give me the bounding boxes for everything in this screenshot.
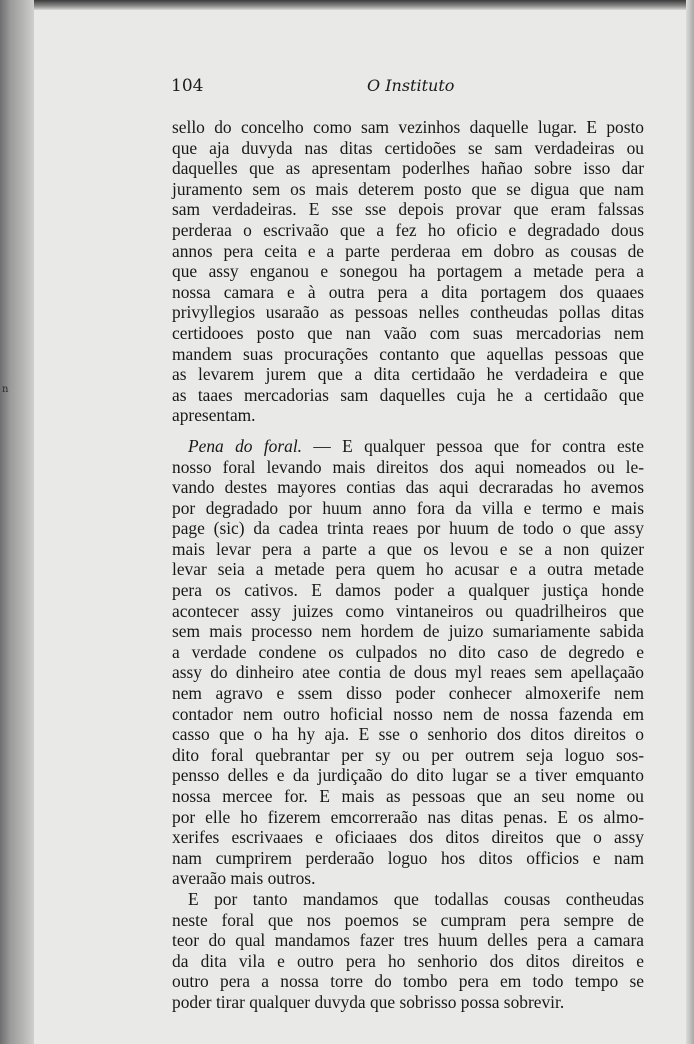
paragraph-1 <box>172 117 644 426</box>
text-line: nam cumprirem perderaão loguo hos ditos officios e nam <box>172 847 644 868</box>
text-line: por degradado por huum anno fora da villa e termo e mais <box>172 497 644 518</box>
text-line: pera os cativos. E damos poder a qualquer justiça honde <box>172 580 644 601</box>
text-line: poder tirar qualquer duvyda que sobrisso possa sobrevir. <box>172 991 565 1012</box>
text-line: que aja duvyda nas ditas certidoões se sam verdadeiras ou <box>172 137 644 158</box>
text-line: perderaa o escrivaão que a fez ho oficio e degradado dous <box>172 219 644 240</box>
text-line: averaão mais outros. <box>172 868 316 889</box>
text-line: casso que o ha hy aja. E sse o senhorio dos ditos direitos o <box>172 724 644 745</box>
text-line: daquelles que as apresentam poderlhes hañao sobre isso dar <box>172 158 644 179</box>
paragraph-gap <box>172 426 644 436</box>
text-line: sello do concelho como sam vezinhos daquelle lugar. E posto <box>172 117 644 137</box>
page-top-edge <box>0 0 694 10</box>
book-spine-edge <box>0 0 34 1044</box>
text-line: por elle ho fizerem emcorreraão nas ditas penas. E os almo- <box>172 806 644 827</box>
text-line: sam verdadeiras. E sse sse depois provar que eram falssas <box>172 199 644 220</box>
text-line: da dita vila e outro pera ho senhorio dos ditos direitos e <box>172 950 644 971</box>
text-line: nossa camara e à outra pera a dita portagem dos quaaes <box>172 281 644 302</box>
text-line: mais levar pera a parte a que os levou e se a non quizer <box>172 538 644 559</box>
text-line: acontecer assy juizes como vintaneiros ou quadrilheiros que <box>172 600 644 621</box>
text-line: a verdade condene os culpados no dito caso de degredo e <box>172 641 644 662</box>
paragraph-2 <box>172 436 644 889</box>
text-line: apresentam. <box>172 405 256 426</box>
text-line: juramento sem os mais deterem posto que se digua que nam <box>172 178 644 199</box>
text-line: sem mais processo nem hordem de juizo sumariamente sabida <box>172 621 644 642</box>
page-number: 104 <box>171 76 204 96</box>
text-line: nosso foral levando mais direitos dos aqui nomeados ou le- <box>172 456 644 477</box>
page-header <box>171 76 647 100</box>
paragraph-2-first-line <box>172 436 644 457</box>
text-line: vando destes mayores contias das aqui decraradas ho avemos <box>172 477 644 498</box>
text-line: assy do dinheiro atee contia de dous myl reaes sem apellaçaão <box>172 662 644 683</box>
text-line: que assy enganou e sonegou ha portagem a metade pera a <box>172 261 644 282</box>
text-line: page (sic) da cadea trinta reaes por huum de todo o que assy <box>172 518 644 539</box>
text-line: privyllegios usaraão as pessoas nelles contheudas pollas ditas <box>172 302 644 323</box>
text-line: neste foral que nos poemos se cumpram pera sempre de <box>172 909 644 930</box>
paragraph-3 <box>172 889 644 1013</box>
page-right-edge <box>686 0 694 1044</box>
text-line: E por tanto mandamos que todallas cousas contheudas <box>188 888 644 909</box>
text-line: dito foral quebrantar per sy ou per outrem seja loguo sos- <box>172 744 644 765</box>
text-line: xerifes escrivaaes e oficiaaes dos ditos direitos que o assy <box>172 827 644 848</box>
text-line: nem agravo e ssem disso poder conhecer almoxerife nem <box>172 683 644 704</box>
text-line: as levarem jurem que a dita certidaão he verdadeira e que <box>172 364 644 385</box>
running-title: O Instituto <box>367 76 455 95</box>
section-title: Pena do foral. <box>188 435 303 456</box>
margin-mark: n <box>2 384 9 395</box>
text-line: teor do qual mandamos fazer tres huum delles pera a camara <box>172 930 644 951</box>
text-line: pensso delles e da jurdiçaão do dito lugar se a tiver emquanto <box>172 765 644 786</box>
body-text <box>172 117 644 1013</box>
text-line: levar seia a metade pera quem ho acusar e a outra metade <box>172 559 644 580</box>
text-line: as taaes mercadorias sam daquelles cuja he a certidaão que <box>172 384 644 405</box>
text-line: certidooes posto que nan vaão com suas mercadorias nem <box>172 322 644 343</box>
text-line: outro pera a nossa torre do tombo pera em todo tempo se <box>172 971 644 992</box>
text-line: nossa mercee for. E mais as pessoas que an seu nome ou <box>172 786 644 806</box>
text-line: mandem suas procurações contanto que aquellas pessoas que <box>172 343 644 364</box>
text-line: annos pera ceita e a parte perderaa em dobro as cousas de <box>172 240 644 261</box>
text-line: contador nem outro hoficial nosso nem de nossa fazenda em <box>172 703 644 724</box>
paragraph-2-first-line-text: — E qualquer pessoa que for contra este <box>302 435 644 456</box>
